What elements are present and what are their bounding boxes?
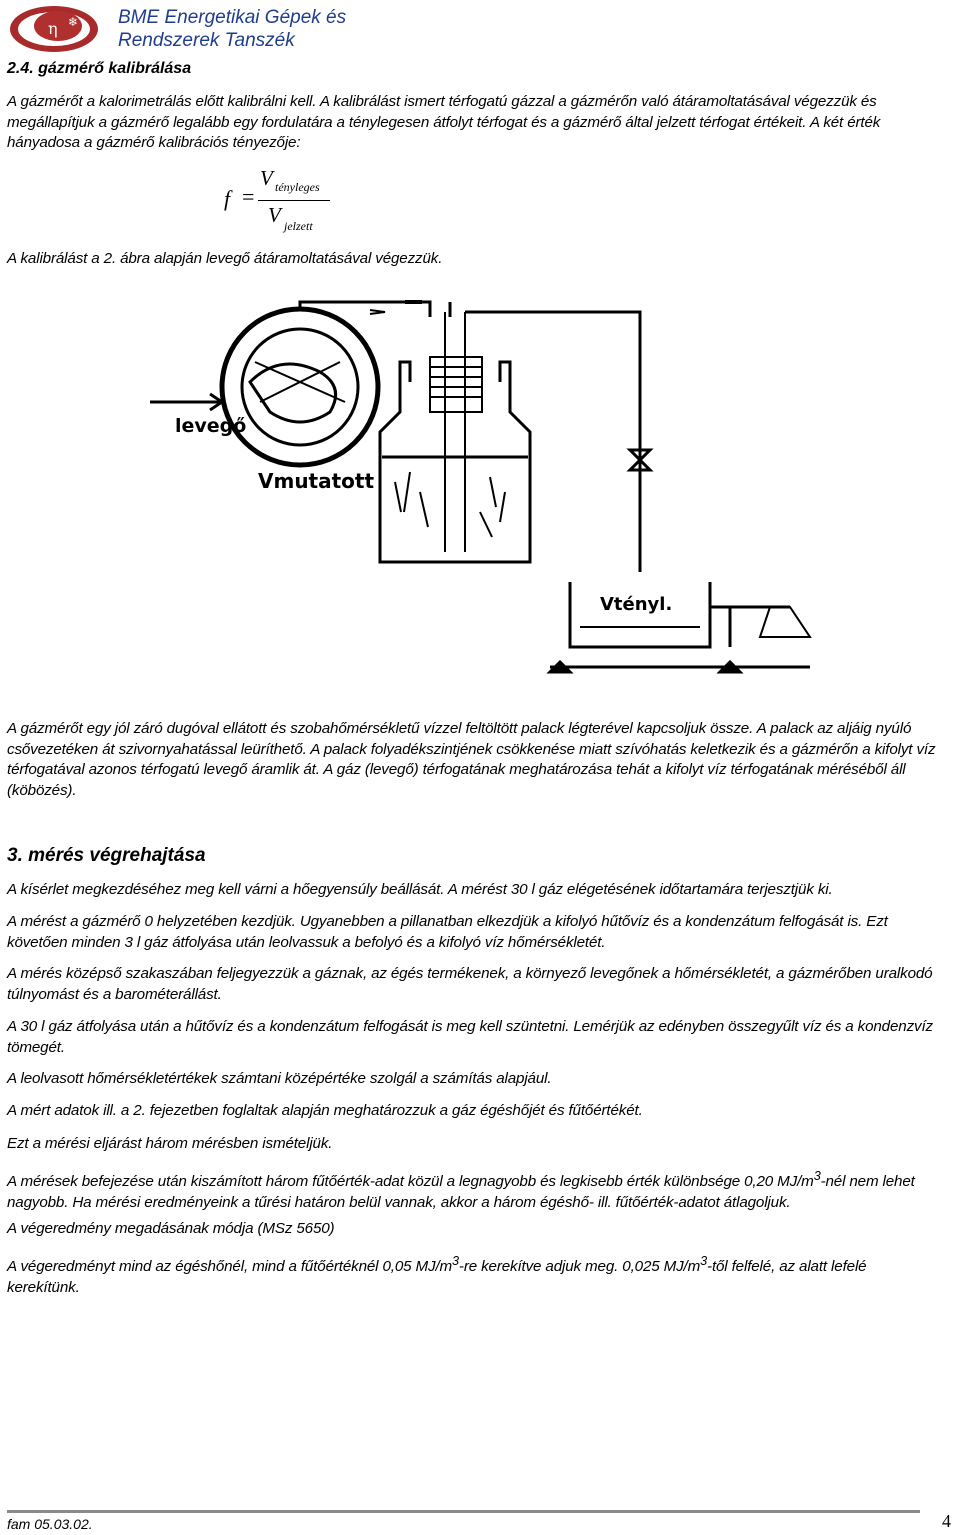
label-air: levegő	[175, 415, 247, 437]
institution-line-2: Rendszerek Tanszék	[118, 30, 295, 51]
page-number: 4	[942, 1511, 951, 1531]
formula-equals: =	[242, 184, 255, 209]
p8-part-b: -nél nem lehet nagyobb. Ha mérési eredményeink a tűrési határon belül vannak, akkor a három égéshő- ill. fűtőérték-adatot átlagoljuk.	[7, 1173, 915, 1211]
numerator-sub: tényleges	[275, 180, 320, 194]
water-bottle	[380, 362, 530, 562]
section-3-p4: A 30 l gáz átfolyása után a hűtővíz és a kondenzátum felfogását is meg kell szüntetni. Lemérjük az edényben összegyűlt víz és a kondenzvíz tömegét.	[7, 1018, 933, 1056]
gas-meter-drum	[222, 309, 378, 465]
p10-sup-2: 3	[700, 1254, 708, 1268]
section-3-p7: Ezt a mérési eljárást három mérésben ismételjük.	[7, 1135, 333, 1152]
section-3-p8	[7, 1166, 937, 1213]
label-actual-volume: Vtényl.	[600, 594, 673, 615]
footer-date: fam 05.03.02.	[7, 1516, 93, 1532]
p10-part-b: -re kerekítve adjuk meg. 0,025 MJ/m	[458, 1258, 701, 1276]
intro-paragraph: A gázmérőt a kalorimetrálás előtt kalibrálni kell. A kalibrálást ismert térfogatú gázzal a gázmérőn való átáramoltatásával végezzük és megállapítjuk a gázmérő legalább egy fordulatára a ténylegesen átfolyt térfogat és a gázmérő által jelzett térfogat értékeit. A két érték hányadosa a gázmérő kalibrációs tényezője:	[7, 93, 881, 151]
section-3-p6: A mért adatok ill. a 2. fejezetben foglaltak alapján meghatározzuk a gáz égéshőjét és fűtőértékét.	[7, 1102, 643, 1119]
formula-lhs: f	[224, 186, 231, 211]
institution-name	[118, 6, 346, 52]
numerator-var: V	[260, 166, 273, 190]
p10-sup-1: 3	[452, 1254, 459, 1268]
footer-divider	[7, 1510, 920, 1513]
section-title: 2.4. gázmérő kalibrálása	[7, 60, 192, 77]
p10-part-a: A végeredményt mind az égéshőnél, mind a fűtőértéknél 0,05 MJ/m	[7, 1258, 453, 1276]
p8-part-a: A mérések befejezése után kiszámított három fűtőérték-adat közül a legnagyobb és legkisebb érték különbsége 0,20 MJ/m	[7, 1173, 814, 1191]
svg-text:❄: ❄	[68, 15, 79, 29]
figure-description: A gázmérőt egy jól záró dugóval ellátott és szobahőmérsékletű vízzel feltöltött palack légterével kapcsoljuk össze. A palack az aljáig nyúló csővezetéken át szivornyahatással leüríthető. A palack folyadékszintjének csökkenése miatt szívóhatás keletkezik és a gázmérőn a kifolyt víz térfogatával azonos térfogatú levegő áramlik át. A gáz (levegő) térfogatának meghatározása tehát a kifolyt víz térfogatának méréséből áll (köbözés).	[7, 720, 936, 799]
section-3-title: 3. mérés végrehajtása	[7, 845, 206, 866]
section-3-p5: A leolvasott hőmérsékletértékek számtani középértéke szolgál a számítás alapjául.	[7, 1070, 552, 1087]
figure-intro: A kalibrálást a 2. ábra alapján levegő átáramoltatásával végezzük.	[7, 250, 443, 267]
p10-part-c: -től felfelé, az alatt lefelé kerekítünk.	[7, 1258, 867, 1296]
fraction-bar	[258, 200, 330, 201]
section-3-p1: A kísérlet megkezdéséhez meg kell várni a hőegyensúly beállását. A mérést 30 l gáz elégetésének időtartamára terjesztjük ki.	[7, 881, 833, 898]
department-logo	[8, 4, 100, 54]
institution-line-1: BME Energetikai Gépek és	[118, 7, 347, 28]
denominator-sub: jelzett	[284, 219, 313, 233]
calibration-setup-figure	[130, 282, 830, 694]
calibration-formula	[220, 166, 360, 238]
label-indicated-volume: Vmutatott	[258, 469, 375, 493]
denominator-var: V	[268, 203, 281, 227]
section-3-p9: A végeredmény megadásának módja (MSz 5650)	[7, 1220, 335, 1237]
svg-text:η: η	[48, 19, 58, 38]
section-3-p10	[7, 1251, 937, 1298]
p8-sup: 3	[813, 1169, 821, 1183]
section-3-p3: A mérés középső szakaszában feljegyezzük a gáznak, az égés termékenek, a környező levegőnek a hőmérsékletét, a gázmérőben uralkodó túlnyomást és a barométerállást.	[7, 965, 933, 1003]
section-3-p2: A mérést a gázmérő 0 helyzetében kezdjük. Ugyanebben a pillanatban elkezdjük a kifolyó hűtővíz és a kondenzátum felfogását is. Ezt követően minden 3 l gáz átfolyása után leolvassuk a befolyó és a kifolyó víz hőmérsékletét.	[7, 913, 888, 951]
